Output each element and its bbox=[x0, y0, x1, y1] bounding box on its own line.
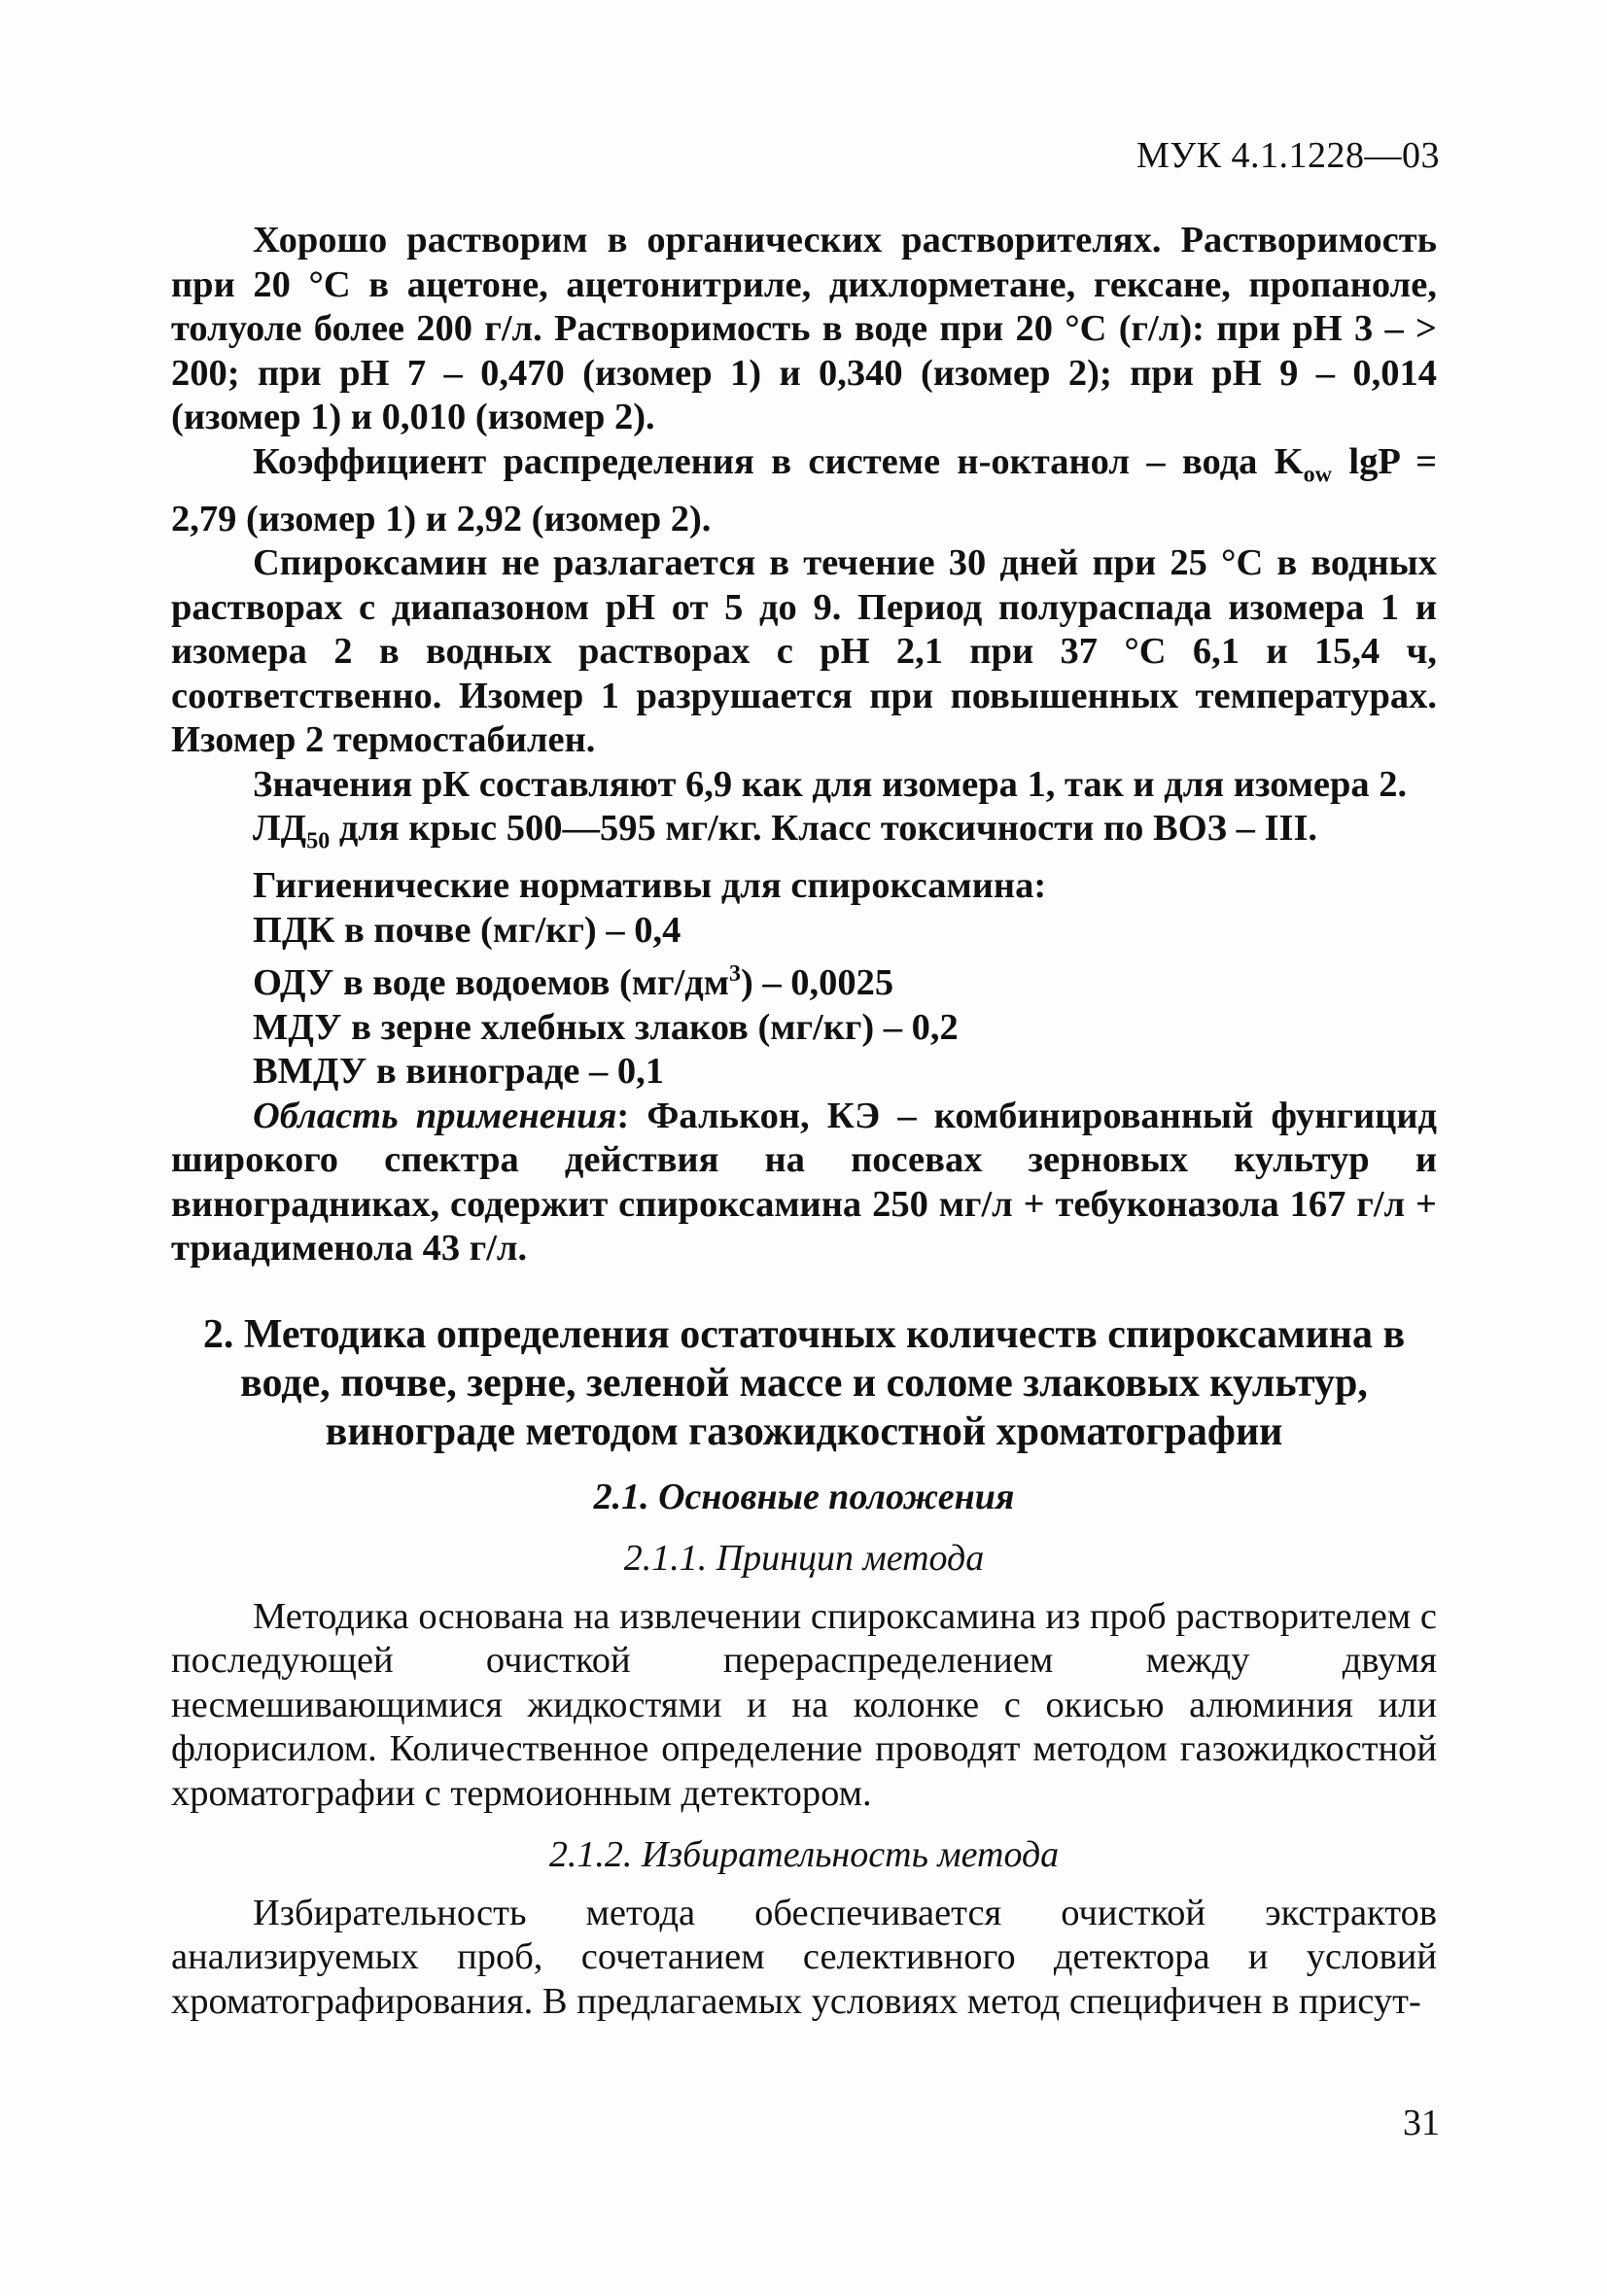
ld50-text-after: для крыс 500—595 мг/кг. Класс токсичности по ВОЗ – III. bbox=[330, 808, 1318, 850]
norm-water-before: ОДУ в воде водоемов (мг/дм bbox=[253, 962, 729, 1004]
norm-grain: МДУ в зерне хлебных злаков (мг/кг) – 0,2 bbox=[253, 1006, 959, 1048]
application-text: : Фалькон, КЭ – комбинированный фунгицид широкого спектра действия на посевах зерновых культур и виноградниках, содержит спироксамина 250 мг/л + тебуконазола 167 г/л + триадименола 43 г/л. bbox=[171, 1095, 1437, 1270]
paragraph-application-area bbox=[171, 1095, 1437, 1271]
ld50-subscript: 50 bbox=[306, 828, 331, 854]
paragraph-solubility: Хорошо растворим в органических растворителях. Растворимость при 20 °С в ацетоне, ацетонитриле, дихлорметане, гексане, пропаноле, толуоле более 200 г/л. Растворимость в воде при 20 °С (г/л): при рН 3 – > 200; при рН 7 – 0,470 (изомер 1) и 0,340 (изомер 2); при рН 9 – 0,014 (изомер 1) и 0,010 (изомер 2). bbox=[171, 220, 1437, 437]
paragraph-method-principle: Методика основана на извлечении спироксамина из проб растворителем с последующей очисткой перераспределением между двумя несмешивающимися жидкостями и на колонке с окисью алюминия или флорисилом. Количественное определение проводят методом газожидкостной хроматографии с термоионным детектором. bbox=[171, 1595, 1437, 1814]
paragraph-ld50 bbox=[171, 807, 1437, 864]
paragraph-hygiene-norms-title: Гигиенические нормативы для спироксамина: bbox=[253, 865, 1047, 907]
norm-water bbox=[171, 953, 1437, 1005]
paragraph-method-selectivity: Избирательность метода обеспечивается очисткой экстрактов анализируемых проб, сочетанием селективного детектора и условий хроматографирования. В предлагаемых условиях метод специфичен в присут- bbox=[171, 1892, 1437, 2022]
norm-grape: ВМДУ в винограде – 0,1 bbox=[253, 1051, 665, 1093]
ld50-text-before: ЛД bbox=[253, 808, 307, 850]
document-code-header: МУК 4.1.1228—03 bbox=[1135, 135, 1440, 176]
body-text bbox=[171, 219, 1437, 2024]
norm-soil: ПДК в почве (мг/кг) – 0,4 bbox=[253, 909, 681, 951]
paragraph-stability: Спироксамин не разлагается в течение 30 дней при 25 °С в водных растворах с диапазоном рН от 5 до 9. Период полураспада изомера 1 и изомера 2 в водных растворах с рН 2,1 при 37 °С 6,1 и 15,4 ч, соответственно. Изомер 1 разрушается при повышенных температурах. Изомер 2 термостабилен. bbox=[171, 542, 1437, 761]
partition-subscript: ow bbox=[1303, 462, 1333, 488]
paragraph-pk-values: Значения рК составляют 6,9 как для изомера 1, так и для изомера 2. bbox=[253, 763, 1408, 805]
page-number: 31 bbox=[1403, 2103, 1440, 2143]
subsection-2-1-heading: 2.1. Основные положения bbox=[593, 1476, 1015, 1517]
partition-text-before: Коэффициент распределения в системе н-октанол – вода K bbox=[253, 440, 1304, 482]
application-label: Область применения bbox=[253, 1095, 617, 1136]
section-2-heading: 2. Методика определения остаточных количеств спироксамина в воде, почве, зерне, зеленой массе и соломе злаковых культур, винограде методом газожидкостной хроматографии bbox=[202, 1311, 1406, 1454]
norm-water-after: ) – 0,0025 bbox=[740, 962, 894, 1004]
subsection-2-1-1-heading: 2.1.1. Принцип метода bbox=[623, 1538, 985, 1580]
subsection-2-1-2-heading: 2.1.2. Избирательность метода bbox=[548, 1834, 1060, 1876]
partition-text-after: lgP = 2,79 (изомер 1) и 2,92 (изомер 2). bbox=[171, 440, 1438, 539]
paragraph-partition-coefficient bbox=[171, 440, 1437, 542]
norm-water-superscript: 3 bbox=[728, 961, 741, 988]
